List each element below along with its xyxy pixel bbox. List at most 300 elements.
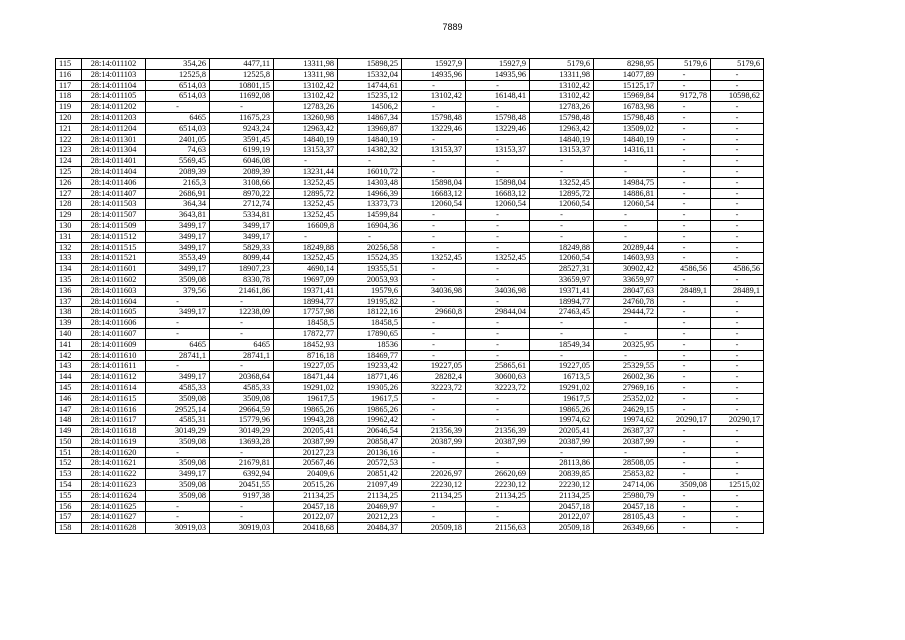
table-cell: 28:14:011304 [82,145,146,156]
table-cell: 4586,56 [711,264,764,275]
table-cell: - [466,156,530,167]
table-cell: - [402,415,466,426]
table-cell: - [402,166,466,177]
table-cell: - [711,210,764,221]
table-cell: - [658,350,711,361]
table-row [56,361,764,372]
table-cell: - [402,350,466,361]
table-cell: 119 [56,102,82,113]
table-cell: 14316,11 [594,145,658,156]
table-cell: - [658,436,711,447]
table-cell: 28:14:011521 [82,253,146,264]
table-cell: 20387,99 [530,436,594,447]
table-cell: 124 [56,156,82,167]
table-cell: - [711,188,764,199]
table-cell: - [658,156,711,167]
table-cell: - [658,447,711,458]
table-cell: 28:14:011609 [82,339,146,350]
table-cell: 3509,08 [146,480,210,491]
table-cell: 122 [56,134,82,145]
table-cell: 74,63 [146,145,210,156]
table-cell: 28489,1 [658,285,711,296]
table-cell: - [274,231,338,242]
table-cell: 13252,45 [274,253,338,264]
table-cell: 28741,1 [210,350,274,361]
table-cell: 22230,12 [402,480,466,491]
table-cell: 134 [56,264,82,275]
table-row [56,242,764,253]
table-cell: 132 [56,242,82,253]
table-cell: 18907,23 [210,264,274,275]
table-cell: 28:14:011628 [82,523,146,534]
table-cell: 14840,19 [338,134,402,145]
table-cell: 21134,25 [530,490,594,501]
table-cell: - [530,447,594,458]
table-cell: 24760,78 [594,296,658,307]
table-cell: - [402,339,466,350]
table-cell: - [711,447,764,458]
table-cell: - [658,199,711,210]
table-cell: - [658,123,711,134]
table-cell: 4585,31 [146,415,210,426]
table-cell: 19962,42 [338,415,402,426]
table-cell: 135 [56,274,82,285]
table-row [56,80,764,91]
table-cell: - [711,166,764,177]
table-cell: 6199,19 [210,145,274,156]
table-row [56,134,764,145]
table-cell: 20418,68 [274,523,338,534]
table-cell: 28:14:011105 [82,91,146,102]
table-cell: 19865,26 [338,404,402,415]
table-cell: 3643,81 [146,210,210,221]
table-cell: - [594,447,658,458]
table-cell: - [658,69,711,80]
table-cell: - [658,177,711,188]
table-cell: 140 [56,328,82,339]
table-cell: - [402,134,466,145]
table-cell: 15927,9 [466,59,530,70]
table-cell: 5179,6 [711,59,764,70]
table-cell: 21134,25 [402,490,466,501]
table-cell: 18249,88 [530,242,594,253]
table-cell: 26387,37 [594,426,658,437]
table-cell: 13229,46 [466,123,530,134]
table-cell: 19227,05 [402,361,466,372]
table-cell: 16148,41 [466,91,530,102]
table-cell: - [658,307,711,318]
table-cell: - [658,166,711,177]
table-cell: 11675,23 [210,112,274,123]
table-cell: - [711,469,764,480]
table-cell: 4690,14 [274,264,338,275]
table-cell: 5179,6 [530,59,594,70]
table-cell: 149 [56,426,82,437]
table-cell: - [711,177,764,188]
table-row [56,307,764,318]
table-cell: 126 [56,177,82,188]
table-cell: - [658,102,711,113]
table-cell: 29844,04 [466,307,530,318]
table-cell: - [402,220,466,231]
table-cell: 19305,26 [338,382,402,393]
table-cell: 127 [56,188,82,199]
table-cell: 14966,39 [338,188,402,199]
table-cell: 15125,17 [594,80,658,91]
table-cell: 28:14:011602 [82,274,146,285]
table-row [56,285,764,296]
table-cell: 15235,12 [338,91,402,102]
table-cell: - [594,156,658,167]
table-cell: 28:14:011615 [82,393,146,404]
table-row [56,112,764,123]
table-cell: 18122,16 [338,307,402,318]
table-cell: - [466,102,530,113]
table-cell: 8716,18 [274,350,338,361]
table-cell: 13153,37 [402,145,466,156]
table-cell: 142 [56,350,82,361]
table-cell: 13252,45 [402,253,466,264]
table-cell: - [530,220,594,231]
table-cell: 28:14:011611 [82,361,146,372]
table-cell: 6046,08 [210,156,274,167]
table-cell: - [466,242,530,253]
table-cell: - [711,307,764,318]
table-cell: 12525,8 [210,69,274,80]
table-row [56,253,764,264]
table-cell: - [658,231,711,242]
table-cell: 146 [56,393,82,404]
table-cell: - [658,361,711,372]
table-cell: 123 [56,145,82,156]
table-row [56,59,764,70]
table-cell: 13231,44 [274,166,338,177]
table-cell: 147 [56,404,82,415]
table-cell: - [402,264,466,275]
table-row [56,177,764,188]
table-cell: 12783,26 [530,102,594,113]
table-cell: 28:14:011622 [82,469,146,480]
table-cell: 20127,23 [274,447,338,458]
table-cell: - [146,447,210,458]
table-cell: 18471,44 [274,372,338,383]
table-cell: - [711,404,764,415]
table-cell: 15898,04 [466,177,530,188]
table-cell: 116 [56,69,82,80]
table-cell: 18458,5 [338,318,402,329]
table-cell: - [146,361,210,372]
table-cell: 3509,08 [146,393,210,404]
table-cell: 28:14:011102 [82,59,146,70]
table-cell: 29660,8 [402,307,466,318]
table-cell: - [658,242,711,253]
table-cell: - [402,102,466,113]
table-cell: 3499,17 [146,220,210,231]
table-cell: - [146,102,210,113]
table-cell: 16609,8 [274,220,338,231]
table-cell: 13153,37 [466,145,530,156]
table-cell: 28:14:011607 [82,328,146,339]
table-row [56,69,764,80]
table-cell: - [711,296,764,307]
table-cell: 20205,41 [530,426,594,437]
table-cell: 30600,63 [466,372,530,383]
table-cell: - [658,274,711,285]
table-cell: - [594,318,658,329]
table-cell: 6465 [146,339,210,350]
table-cell: 12060,54 [402,199,466,210]
table-cell: 29664,59 [210,404,274,415]
table-cell: 28:14:011621 [82,458,146,469]
table-cell: 138 [56,307,82,318]
table-cell: - [466,350,530,361]
table-cell: 12060,54 [530,199,594,210]
table-cell: 28:14:011512 [82,231,146,242]
table-cell: 20509,18 [402,523,466,534]
table-cell: 28:14:011404 [82,166,146,177]
table-cell: - [711,490,764,501]
table-row [56,199,764,210]
table-cell: 6465 [210,339,274,350]
table-row [56,436,764,447]
table-cell: - [466,318,530,329]
table-cell: 4586,56 [658,264,711,275]
table-cell: 21679,81 [210,458,274,469]
table-cell: 12525,8 [146,69,210,80]
table-cell: 20368,64 [210,372,274,383]
table-cell: 33659,97 [530,274,594,285]
table-cell: 28:14:011612 [82,372,146,383]
table-cell: 3499,17 [146,372,210,383]
table-cell: 12963,42 [530,123,594,134]
table-cell: - [402,404,466,415]
table-cell: - [711,253,764,264]
table-cell: - [711,145,764,156]
table-cell: 11692,08 [210,91,274,102]
table-row [56,393,764,404]
table-cell: 16783,98 [594,102,658,113]
table-cell: 14840,19 [274,134,338,145]
table-cell: 137 [56,296,82,307]
table-cell: 20290,17 [658,415,711,426]
table-cell: 6514,03 [146,123,210,134]
table-cell: 18469,77 [338,350,402,361]
table-cell: 20451,55 [210,480,274,491]
table-cell: 20839,85 [530,469,594,480]
table-cell: 19227,05 [530,361,594,372]
table-cell: - [530,328,594,339]
table-cell: 151 [56,447,82,458]
table-cell: - [658,253,711,264]
table-cell: 19233,42 [338,361,402,372]
table-row [56,490,764,501]
table-cell: 18249,88 [274,242,338,253]
table-cell: 13252,45 [274,177,338,188]
table-cell: - [466,166,530,177]
table-cell: 3509,08 [210,393,274,404]
table-row [56,469,764,480]
table-cell: - [146,512,210,523]
table-cell: 3499,17 [210,220,274,231]
table-cell: - [466,458,530,469]
table-row [56,404,764,415]
table-row [56,102,764,113]
table-cell: 16683,12 [402,188,466,199]
table-cell: 12060,54 [530,253,594,264]
table-cell: 28:14:011406 [82,177,146,188]
table-cell: 22230,12 [466,480,530,491]
table-cell: 18994,77 [274,296,338,307]
table-cell: 12783,26 [274,102,338,113]
table-cell: - [402,231,466,242]
table-cell: - [658,382,711,393]
table-cell: 136 [56,285,82,296]
table-cell: 14840,19 [530,134,594,145]
table-cell: 3553,49 [146,253,210,264]
table-cell: 30149,29 [146,426,210,437]
table-cell: - [658,426,711,437]
table-cell: 128 [56,199,82,210]
table-row [56,512,764,523]
table-cell: - [466,210,530,221]
table-cell: - [338,231,402,242]
table-cell: 12060,54 [466,199,530,210]
table-cell: 28:14:011301 [82,134,146,145]
table-cell: 3499,17 [146,231,210,242]
table-cell: 13693,28 [210,436,274,447]
table-cell: 14840,19 [594,134,658,145]
table-cell: 28:14:011601 [82,264,146,275]
table-cell: 117 [56,80,82,91]
table-cell: 20387,99 [402,436,466,447]
table-cell: 20325,95 [594,339,658,350]
table-cell: 28:14:011603 [82,285,146,296]
table-cell: 20212,23 [338,512,402,523]
table-cell: 28:14:011604 [82,296,146,307]
table-cell: 17872,77 [274,328,338,339]
table-cell: 143 [56,361,82,372]
table-row [56,372,764,383]
table-cell: 21134,25 [338,490,402,501]
table-row [56,328,764,339]
table-cell: 19355,51 [338,264,402,275]
table-cell: 20457,18 [274,501,338,512]
table-cell: 28:14:011610 [82,350,146,361]
table-cell: 2089,39 [146,166,210,177]
table-cell: 19371,41 [274,285,338,296]
table-cell: - [530,318,594,329]
table-cell: 30919,03 [146,523,210,534]
table-cell: - [466,415,530,426]
table-cell: - [466,512,530,523]
table-cell: - [658,220,711,231]
table-cell: 18771,46 [338,372,402,383]
table-cell: 8330,78 [210,274,274,285]
table-cell: 19617,5 [530,393,594,404]
table-cell: - [466,296,530,307]
table-row [56,458,764,469]
table-cell: 14935,96 [402,69,466,80]
table-row [56,210,764,221]
table-cell: 25352,02 [594,393,658,404]
table-cell: - [466,134,530,145]
table-cell: - [658,296,711,307]
table-cell: 14744,61 [338,80,402,91]
table-cell: - [594,210,658,221]
table-cell: 155 [56,490,82,501]
table-cell: 13509,02 [594,123,658,134]
table-cell: 13252,45 [274,199,338,210]
table-cell: 20572,53 [338,458,402,469]
table-cell: 3509,08 [146,490,210,501]
table-cell: 19371,41 [530,285,594,296]
table-cell: - [711,512,764,523]
table-cell: 15898,04 [402,177,466,188]
table-cell: - [402,393,466,404]
table-row [56,166,764,177]
table-cell: - [594,166,658,177]
table-cell: 18458,5 [274,318,338,329]
table-cell: 364,34 [146,199,210,210]
table-cell: 13102,42 [274,91,338,102]
table-cell: 4585,33 [210,382,274,393]
table-cell: - [402,210,466,221]
table-cell: 28:14:011104 [82,80,146,91]
table-cell: 21356,39 [402,426,466,437]
table-cell: - [210,361,274,372]
table-cell: 13311,98 [274,69,338,80]
table-cell: 28:14:011515 [82,242,146,253]
table-cell: - [711,458,764,469]
table-row [56,350,764,361]
table-cell: 15798,48 [530,112,594,123]
table-cell: 21134,25 [274,490,338,501]
table-cell: 19291,02 [274,382,338,393]
table-cell: 20387,99 [466,436,530,447]
table-row [56,220,764,231]
table-cell: 19865,26 [274,404,338,415]
table-cell: 14506,2 [338,102,402,113]
table-cell: - [658,458,711,469]
table-cell: 12060,54 [594,199,658,210]
table-body [56,59,764,534]
table-cell: - [210,296,274,307]
table-cell: 14303,48 [338,177,402,188]
table-cell: 34036,98 [402,285,466,296]
table-cell: 145 [56,382,82,393]
table-cell: 3509,08 [146,458,210,469]
table-cell: 20469,97 [338,501,402,512]
table-cell: - [711,231,764,242]
table-row [56,145,764,156]
table-cell: - [711,350,764,361]
table-cell: 20567,46 [274,458,338,469]
table-cell: 6514,03 [146,80,210,91]
table-cell: 3509,08 [658,480,711,491]
table-cell: 22026,97 [402,469,466,480]
table-cell: 2165,3 [146,177,210,188]
table-cell: - [711,318,764,329]
table-cell: 6514,03 [146,91,210,102]
table-cell: 28:14:011507 [82,210,146,221]
table-cell: - [658,372,711,383]
table-cell: - [530,210,594,221]
table-cell: 13252,45 [530,177,594,188]
table-cell: 13102,42 [402,91,466,102]
table-cell: 12238,09 [210,307,274,318]
table-cell: 14382,32 [338,145,402,156]
table-cell: 157 [56,512,82,523]
